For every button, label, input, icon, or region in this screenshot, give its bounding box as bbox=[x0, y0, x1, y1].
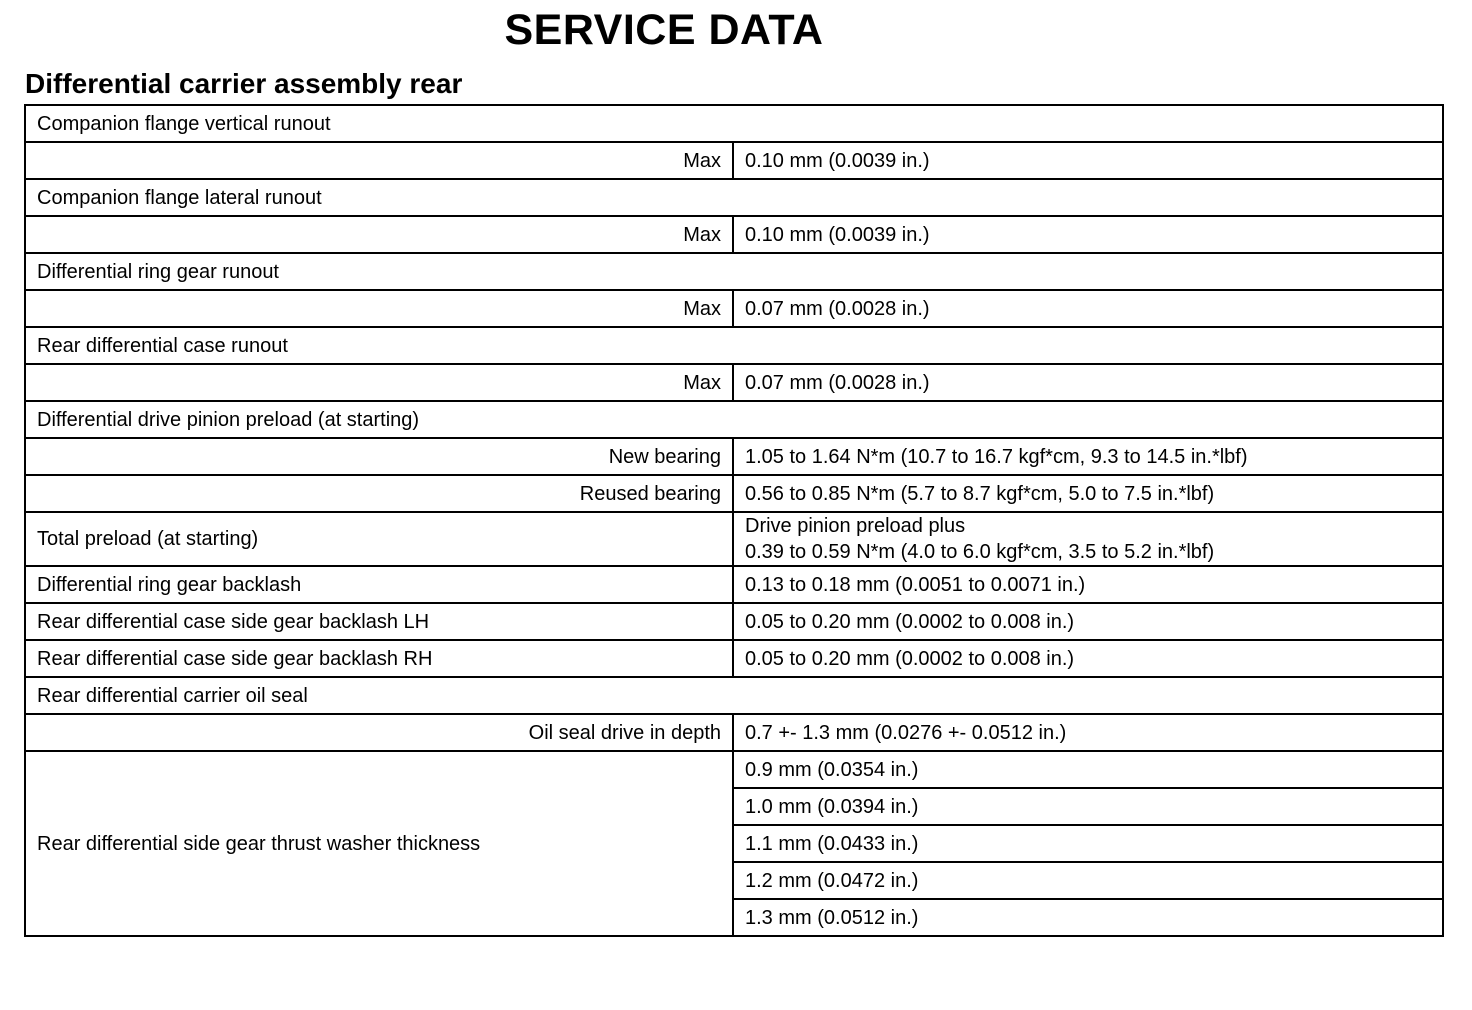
spec-header: Companion flange lateral runout bbox=[25, 179, 1443, 216]
table-row bbox=[25, 640, 1443, 677]
spec-value: 1.1 mm (0.0433 in.) bbox=[733, 825, 1443, 862]
spec-value: 1.3 mm (0.0512 in.) bbox=[733, 899, 1443, 936]
spec-value: 0.56 to 0.85 N*m (5.7 to 8.7 kgf*cm, 5.0 to 7.5 in.*lbf) bbox=[733, 475, 1443, 512]
spec-label: Oil seal drive in depth bbox=[25, 714, 733, 751]
spec-header: Differential ring gear runout bbox=[25, 253, 1443, 290]
table-row bbox=[25, 475, 1443, 512]
table-row bbox=[25, 603, 1443, 640]
table-row bbox=[25, 253, 1443, 290]
spec-label: New bearing bbox=[25, 438, 733, 475]
table-row bbox=[25, 512, 1443, 566]
table-row bbox=[25, 327, 1443, 364]
spec-value: 0.05 to 0.20 mm (0.0002 to 0.008 in.) bbox=[733, 603, 1443, 640]
spec-header: Differential drive pinion preload (at starting) bbox=[25, 401, 1443, 438]
section-title: Differential carrier assembly rear bbox=[25, 68, 463, 99]
table-row bbox=[25, 179, 1443, 216]
page-title: SERVICE DATA bbox=[504, 6, 824, 54]
spec-value: 0.07 mm (0.0028 in.) bbox=[733, 290, 1443, 327]
table-row bbox=[25, 401, 1443, 438]
table-row bbox=[25, 438, 1443, 475]
spec-value-line: Drive pinion preload plus bbox=[745, 515, 966, 537]
table-row bbox=[25, 677, 1443, 714]
spec-value: 0.7 +- 1.3 mm (0.0276 +- 0.0512 in.) bbox=[733, 714, 1443, 751]
spec-label: Total preload (at starting) bbox=[25, 512, 733, 566]
spec-header: Rear differential carrier oil seal bbox=[25, 677, 1443, 714]
table-row bbox=[25, 216, 1443, 253]
spec-value: 0.05 to 0.20 mm (0.0002 to 0.008 in.) bbox=[733, 640, 1443, 677]
spec-label: Differential ring gear backlash bbox=[25, 566, 733, 603]
spec-label: Rear differential case side gear backlash RH bbox=[25, 640, 733, 677]
spec-label: Max bbox=[25, 216, 733, 253]
spec-label: Max bbox=[25, 290, 733, 327]
spec-header: Rear differential case runout bbox=[25, 327, 1443, 364]
spec-header: Companion flange vertical runout bbox=[25, 105, 1443, 142]
spec-label: Max bbox=[25, 142, 733, 179]
spec-value bbox=[733, 512, 1443, 566]
spec-label: Max bbox=[25, 364, 733, 401]
table-row bbox=[25, 364, 1443, 401]
spec-value: 0.10 mm (0.0039 in.) bbox=[733, 216, 1443, 253]
spec-value: 0.13 to 0.18 mm (0.0051 to 0.0071 in.) bbox=[733, 566, 1443, 603]
table-row bbox=[25, 142, 1443, 179]
table-row bbox=[25, 566, 1443, 603]
spec-label: Rear differential side gear thrust washer thickness bbox=[25, 751, 733, 936]
spec-value: 0.10 mm (0.0039 in.) bbox=[733, 142, 1443, 179]
spec-value: 1.05 to 1.64 N*m (10.7 to 16.7 kgf*cm, 9.3 to 14.5 in.*lbf) bbox=[733, 438, 1443, 475]
spec-label: Reused bearing bbox=[25, 475, 733, 512]
table-row bbox=[25, 290, 1443, 327]
service-data-table bbox=[24, 104, 1444, 937]
spec-label: Rear differential case side gear backlash LH bbox=[25, 603, 733, 640]
spec-value: 1.2 mm (0.0472 in.) bbox=[733, 862, 1443, 899]
table-row bbox=[25, 751, 1443, 788]
spec-value: 0.07 mm (0.0028 in.) bbox=[733, 364, 1443, 401]
table-row bbox=[25, 105, 1443, 142]
spec-value-line: 0.39 to 0.59 N*m (4.0 to 6.0 kgf*cm, 3.5 to 5.2 in.*lbf) bbox=[745, 541, 1215, 563]
table-row bbox=[25, 714, 1443, 751]
spec-value: 0.9 mm (0.0354 in.) bbox=[733, 751, 1443, 788]
spec-value: 1.0 mm (0.0394 in.) bbox=[733, 788, 1443, 825]
